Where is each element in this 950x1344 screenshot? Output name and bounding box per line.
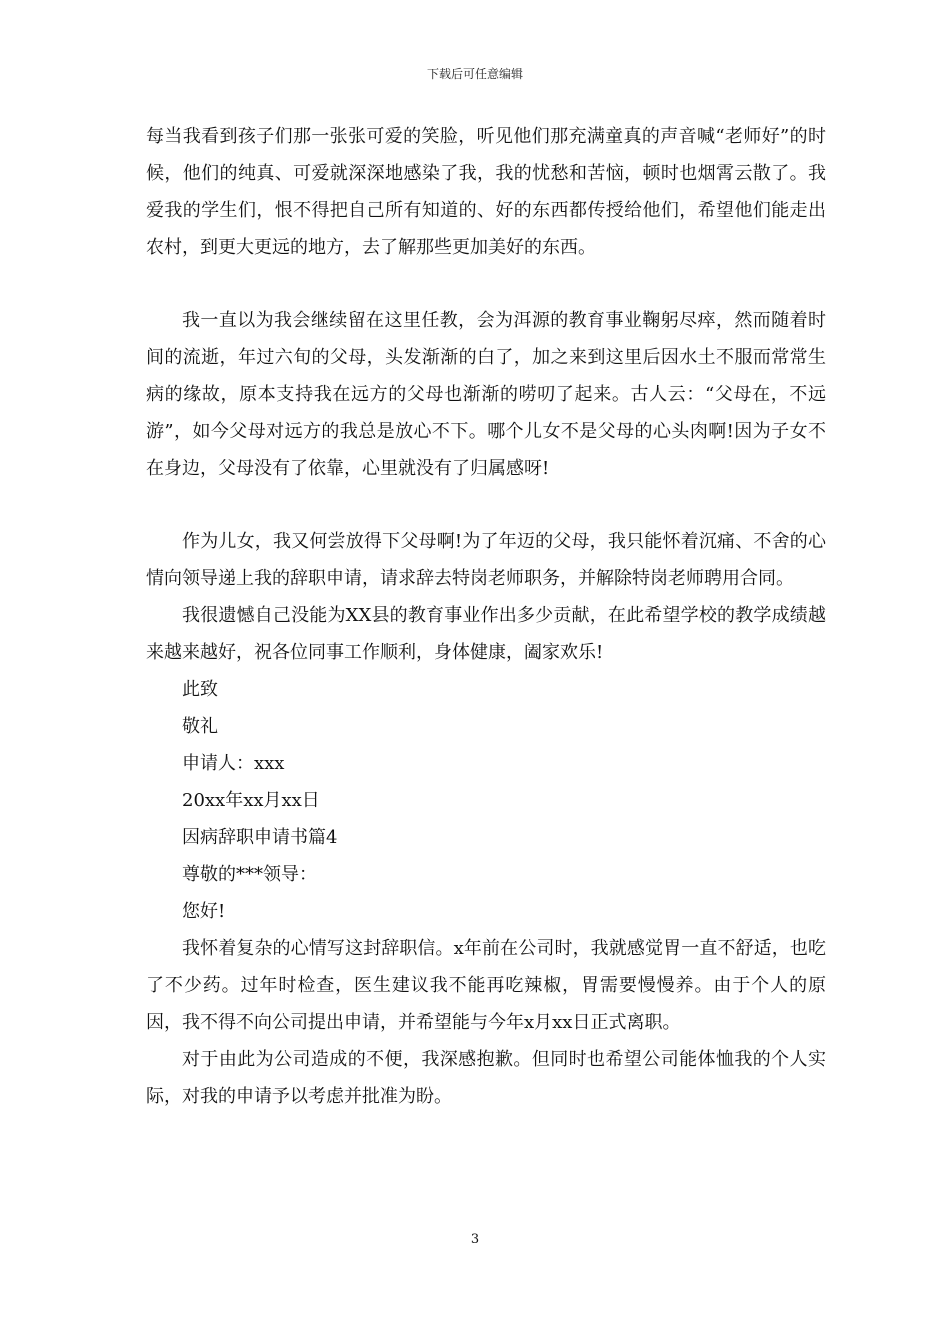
date-line: 20xx年xx月xx日 bbox=[182, 790, 320, 811]
paragraph: 作为儿女，我又何尝放得下父母啊!为了年迈的父母，我只能怀着沉痛、不舍的心情向领导递上我的辞职申请，请求辞去特岗老师职务，并解除特岗老师聘用合同。 bbox=[146, 531, 826, 589]
closing-line: 此致 bbox=[182, 679, 218, 700]
page-number: 3 bbox=[470, 1232, 480, 1247]
applicant-line: 申请人：xxx bbox=[182, 753, 285, 774]
paragraph: 对于由此为公司造成的不便，我深感抱歉。但同时也希望公司能体恤我的个人实际，对我的申请予以考虑并批准为盼。 bbox=[146, 1049, 826, 1107]
closing-line: 敬礼 bbox=[182, 716, 218, 737]
greeting: 您好! bbox=[182, 901, 226, 922]
document-body bbox=[146, 118, 826, 1115]
section-title: 因病辞职申请书篇4 bbox=[182, 827, 338, 848]
salutation: 尊敬的***领导： bbox=[182, 864, 317, 885]
paragraph: 我一直以为我会继续留在这里任教，会为洱源的教育事业鞠躬尽瘁，然而随着时间的流逝，年过六旬的父母，头发渐渐的白了，加之来到这里后因水土不服而常常生病的缘故，原本支持我在远方的父母也渐渐的唠叨了起来。古人云：“父母在，不远游”，如今父母对远方的我总是放心不下。哪个儿女不是父母的心头肉啊!因为子女不在身边，父母没有了依靠，心里就没有了归属感呀! bbox=[146, 310, 826, 479]
paragraph: 每当我看到孩子们那一张张可爱的笑脸，听见他们那充满童真的声音喊“老师好”的时候，他们的纯真、可爱就深深地感染了我，我的忧愁和苦恼，顿时也烟霄云散了。我爱我的学生们，恨不得把自己所有知道的、好的东西都传授给他们，希望他们能走出农村，到更大更远的地方，去了解那些更加美好的东西。 bbox=[146, 126, 826, 258]
paragraph: 我怀着复杂的心情写这封辞职信。x年前在公司时，我就感觉胃一直不舒适，也吃了不少药。过年时检查，医生建议我不能再吃辣椒，胃需要慢慢养。由于个人的原因，我不得不向公司提出申请，并希望能与今年x月xx日正式离职。 bbox=[146, 938, 826, 1033]
paragraph: 我很遗憾自己没能为XX县的教育事业作出多少贡献，在此希望学校的教学成绩越来越来越好，祝各位同事工作顺利，身体健康，阖家欢乐! bbox=[146, 605, 826, 663]
page-header-note: 下载后可任意编辑 bbox=[426, 67, 523, 81]
